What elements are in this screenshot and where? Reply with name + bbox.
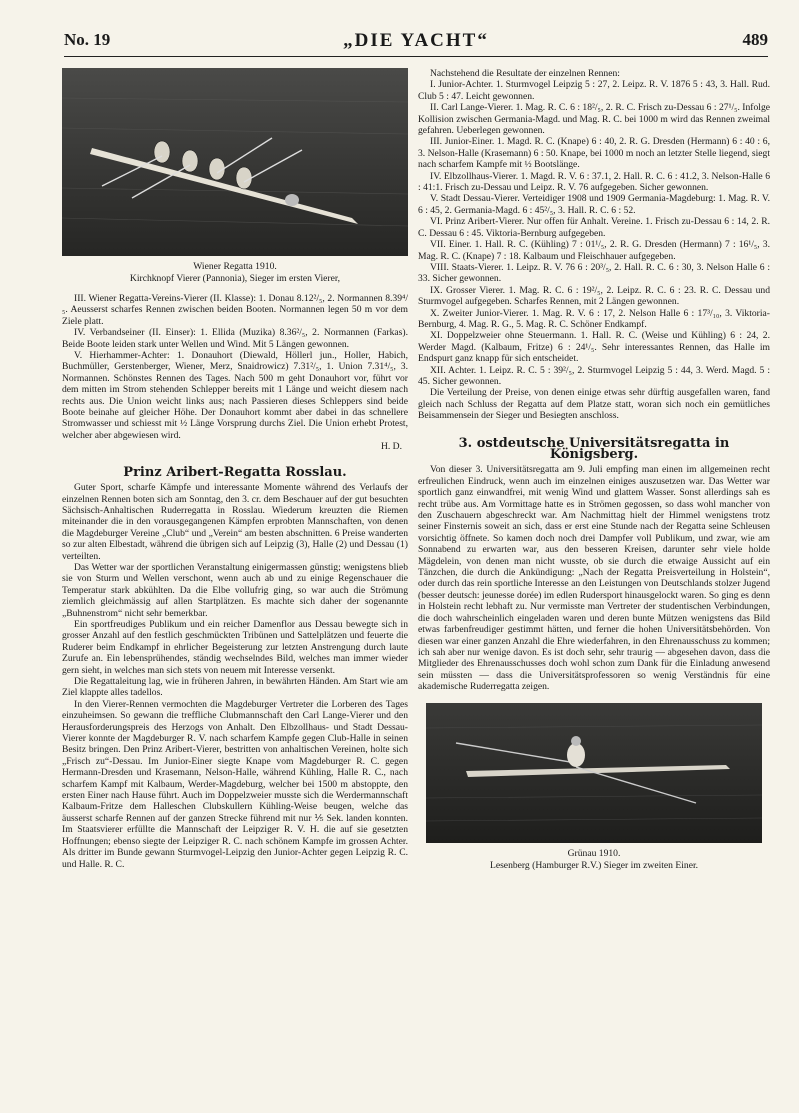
article-paragraph: Die Regattaleitung lag, wie in früheren Jahren, in bewährten Händen. Am Start wie am Ziel klappte alles tadellos.	[62, 676, 408, 699]
race-result: VI. Prinz Aribert-Vierer. Nur offen für Anhalt. Vereine. 1. Frisch zu-Dessau 6 : 14, 2. R. C. Dessau 6 : 45. Viktoria-Bernburg aufgegeben.	[418, 216, 770, 239]
single-scull-image	[426, 703, 762, 843]
caption-line: Grünau 1910.	[567, 847, 621, 859]
article-heading-rosslau: Prinz Aribert-Regatta Rosslau.	[123, 464, 347, 480]
issue-number: No. 19	[64, 30, 111, 49]
article-paragraph: Das Wetter war der sportlichen Veranstaltung einigermassen günstig; wenigstens blieb sie von Sturm und Wellen verschont, wenn auch ab und zu einige Regenschauer die Temperatur stark abkühlten. Da die Elbe vollufrig ging, so war auch die Strömung ziemlich gleichmässig auf allen Startplätzen. Es machte sich daher der sogenannte „Buhnenstrom“ nicht sehr bemerkbar.	[62, 561, 408, 619]
author-signature: H. D.	[380, 441, 402, 453]
race-result: VIII. Staats-Vierer. 1. Leipz. R. V. 76 6 : 20³/₅, 2. Hall. R. C. 6 : 30, 3. Nelson Halle 6 : 33. Sicher gewonnen.	[418, 261, 770, 285]
race-result: IV. Elbzollhaus-Vierer. 1. Magd. R. V. 6 : 37.1, 2. Hall. R. C. 6 : 41.2, 3. Nelson-Halle 6 : 41:1. Frisch zu-Dessau und Leipz. R. V. 76 aufgegeben. Sicher gewonnen.	[418, 170, 770, 194]
regatta-photo-vienna	[62, 68, 408, 256]
article-paragraph: Von dieser 3. Universitätsregatta am 9. Juli empfing man einen im allgemeinen recht erfreulichen Eindruck, wenn auch im einzelnen einiges auszusetzen war. Das Wetter war sportlich ganz einwandfrei, mit wenig Wind und glattem Wasser. Sonst allerdings sah es recht trübe aus. Am Vormittage hatte es in Strömen gegossen, so dass wohl mancher von den Zuschauern abgeschreckt war. Am Nachmittag hielt der Himmel wenigstens trotz seiner Finsternis soweit an sich, dass er erst eine Stunde nach der Regatta seine Schleusen vorsichtig öffnete. So kamen doch noch drei Dampfer voll Publikum, und zwar, wie am Sonnabend zu erwarten war, aus den besseren Kreisen, darunter sehr viele holde Mägdelein, von denen man nicht wusste, ob sie durch die etwaige Aussicht auf ein Tänzchen, die durch die Ankündigung: „Nach der Regatta Preisverteilung in Holstein“, oder durch das rein sportliche Interesse an den Leistungen von Deutschlands stolzer Jugend (besser deutsch: jeunesse dorée) im edlen Rudersport hinausgelockt waren. So ging es denn in Holstein recht lebhaft zu. Nur vermisste man Vertreter der studentischen Verbindungen, die doch wahrscheinlich eingeladen waren und deren bunte Mützen wenigstens das Bild etwas farbenfreudiger gestimmt hätten, und ferner die hohen Universitätsbehörden. Von diesen war einer ganzen Anzahl die Ehre wiederfahren, in den Ehrenausschuss zu kommen; ich sah aber nur wenige davon. Es ist doch sehr, sehr traurig — abgesehen davon, dass die Mitglieder des Ehrenausschusses doch wohl schon zum Dank für die Einladung anwesend sein müssten — dass die Universitätsprofessoren so wenig Verständnis für eine akademische Ruderregatta zeigen.	[418, 464, 770, 693]
race-result: V. Stadt Dessau-Vierer. Verteidiger 1908 und 1909 Germania-Magdeburg: 1. Mag. R. V. 6 : 45, 2. Germania-Magd. 6 : 45²/₅, 3. Hall. R. C. 6 : 52.	[418, 193, 770, 216]
photo-caption-gruenau	[418, 848, 770, 872]
race-result: XII. Achter. 1. Leipz. R. C. 5 : 39²/₅, 2. Sturmvogel Leipzig 5 : 44, 3. Werd. Magd. 5 : 45. Sicher gewonnen.	[418, 364, 770, 387]
race-result: VII. Einer. 1. Hall. R. C. (Kühling) 7 : 01¹/₅, 2. R. G. Dresden (Hermann) 7 : 16¹/₅, 3. Mag. R. C. (Knape) 7 : 18. Kalbaum und Fleischhauer aufgegeben.	[418, 239, 770, 262]
caption-line: Kirchknopf Vierer (Pannonia), Sieger im ersten Vierer,	[129, 273, 341, 284]
left-column	[62, 68, 408, 870]
magazine-title: „DIE YACHT“	[343, 30, 489, 51]
caption-line: Wiener Regatta 1910.	[193, 261, 277, 272]
rowing-four-image	[62, 68, 408, 256]
article-paragraph: Ein sportfreudiges Publikum und ein reicher Damenflor aus Dessau bewegte sich in grosser Anzahl auf den festlich geschmückten Tribünen und Sattelplätzen und feuerte die Ruderer beim Endkampf in ehrlicher Begeisterung zur letzten Anstrengung durch laute Zurufe an. Ein lebensprühendes, ständig wechselndes Bild, welches man immer wieder gern sieht, in welches man sich stets von neuem mit Interesse versenkt.	[62, 618, 408, 676]
race-paragraph: IV. Verbandseiner (II. Einser): 1. Ellida (Muzika) 8.36²/₅, 2. Normannen (Farkas). Beide Boote leiden stark unter Wellen und Wind. Mit 5 Längen gewonnen.	[62, 327, 408, 350]
race-result: X. Zweiter Junior-Vierer. 1. Mag. R. V. 6 : 17, 2. Nelson Halle 6 : 17³/₁₀, 3. Viktoria-Bernburg, 4. Mag. R. G., 5. Mag. R. C. Schöner Endkampf.	[418, 307, 770, 330]
right-column	[418, 68, 770, 880]
results-intro: Nachstehend die Resultate der einzelnen Rennen:	[430, 68, 620, 79]
race-paragraph: III. Wiener Regatta-Vereins-Vierer (II. Klasse): 1. Donau 8.12²/₅, 2. Normannen 8.39⁴/₅. Aeusserst scharfes Rennen zwischen beiden Booten. Normannen legen 50 m vor dem Ziele platt.	[62, 293, 408, 327]
article-paragraph: In den Vierer-Rennen vermochten die Magdeburger Vertreter die Lorberen des Tages einzuheimsen. So gewann die treffliche Clubmannschaft den Carl Lange-Vierer und den Herausforderungspreis des Herzogs von Anhalt. Den Elbzollhaus- und Stadt Dessau-Vierer konnte der Magdeburger R. V. nach scharfem Kampfe gegen Club-Halle in seinen Besitz bringen. Den Prinz Aribert-Vierer, bestritten von anhaltischen Vereinen, holte sich „Frisch zu“-Dessau. Im Junior-Einer siegte Knape vom Magdeburger R. C. gegen Hermann-Dresden und Krasemann, Nelson-Halle, während Kühling, Halle R. C., nach scharfem Kampf mit Kalbaum, Werder-Magdeburg, welcher bei 1500 m abstoppte, den ersten Einer nach Hause führt. Auch im Doppelzweier musste sich die Werdermannschaft Kalbaum-Fritze dem Halleschen Clubskullern Kühling-Weise beugen, welche das äusserst scharfe Rennen auf der ganzen Strecke führend mit nur ⅕ Sek. landen konnten. Im Staatsvierer erfüllte die Mannschaft der Leipziger R. V. H. die auf sie gesetzten Hoffnungen; ebenso siegte der Leipziger R. C. nach schönem Kampfe im grossen Achter. Als dritter im Bunde gewann Sturmvogel-Leipzig den Junior-Achter gegen Leipzig R. C. und Halle. R. C.	[62, 698, 408, 870]
caption-line: Lesenberg (Hamburger R.V.) Sieger im zweiten Einer.	[489, 859, 699, 871]
race-result: II. Carl Lange-Vierer. 1. Mag. R. C. 6 : 18²/₅, 2. R. C. Frisch zu-Dessau 6 : 27¹/₅. Infolge Kollision zwischen Germania-Magd. und Mag. R. C. bei 1000 m wird das Rennen zweimal gefahren. Ueberlegen gewonnen.	[418, 102, 770, 137]
page-number: 489	[742, 30, 768, 49]
race-paragraph: V. Hierhammer-Achter: 1. Donauhort (Diewald, Höllerl jun., Holler, Habich, Buchmüller, Gerstenberger, Wiener, Merz, Snaidrowicz) 7.31²/₅, 1. Union 7.31⁴/₅, 3. Normannen. Schönstes Rennen des Tages. Nach 500 m geht Donauhort vor, führt vor dem mitten im Strom stehenden Schlepper bereits mit 1 Länge und weicht diesem nach rechts aus. Die Union weicht links aus; nach Passieren dieses Schleppers sind beide Boote beinahe auf gleicher Höhe. Der Donauhort kommt aber dabei in das schnellere Stromwasser und schiesst mit ½ Länge Vorsprung durchs Ziel. Die Union erhebt Protest, welcher aber abgewiesen wird.	[62, 350, 408, 441]
photo-caption-vienna	[62, 261, 408, 285]
race-result: III. Junior-Einer. 1. Magd. R. C. (Knape) 6 : 40, 2. R. G. Dresden (Hermann) 6 : 40 : 6, 3. Nelson-Halle (Krasemann) 6 : 50. Knape, bei 1000 m noch an letzter Stelle liegend, siegt nach scharfem Kampfe mit ½ Bootslänge.	[418, 136, 770, 171]
closing-paragraph: Die Verteilung der Preise, von denen einige etwas sehr dürftig ausgefallen waren, fand gleich nach Schluss der Regatta auf dem Platze statt, woran sich noch ein gemütliches Beisammensein der Sieger und Besiegten anschloss.	[418, 387, 770, 422]
regatta-photo-gruenau	[426, 703, 762, 843]
race-result: XI. Doppelzweier ohne Steuermann. 1. Hall. R. C. (Weise und Kühling) 6 : 24, 2. Werder Magd. (Kalbaum, Fritze) 6 : 24¹/₅. Sehr interessantes Rennen, das Halle im Endspurt ganz knapp für sich entscheidet.	[418, 330, 770, 365]
article-paragraph: Guter Sport, scharfe Kämpfe und interessante Momente während des Verlaufs der einzelnen Rennen boten sich am Sonntag, den 3. cr. dem Beschauer auf der gut besuchten Sächsisch-Anhaltischen Ruderregatta in Rosslau. Wiederum kreuzten die Riemen miteinander die in den vorausgegangenen Kämpfen erprobten Mannschaften, von denen die Magdeburger Vereine „Club“ und „Verein“ am besten abschnitten. 6 Preise wanderten so zur alten Elbestadt, während die übrigen sich auf Leipzig (3), Halle (2) und Dessau (1) verteilten.	[62, 482, 408, 562]
article-heading-koenigsberg: 3. ostdeutsche Universitätsregatta in Königsberg.	[458, 435, 730, 462]
race-result: I. Junior-Achter. 1. Sturmvogel Leipzig 5 : 27, 2. Leipz. R. V. 1876 5 : 43, 3. Hall. Rud. Club 5 : 47. Leicht gewonnen.	[418, 79, 770, 102]
page-header	[64, 26, 768, 57]
race-result: IX. Grosser Vierer. 1. Mag. R. C. 6 : 19²/₅, 2. Leipz. R. C. 6 : 23. R. C. Dessau und Sturmvogel aufgegeben. Scharfes Rennen, mit 2 Längen gewonnen.	[418, 284, 770, 308]
